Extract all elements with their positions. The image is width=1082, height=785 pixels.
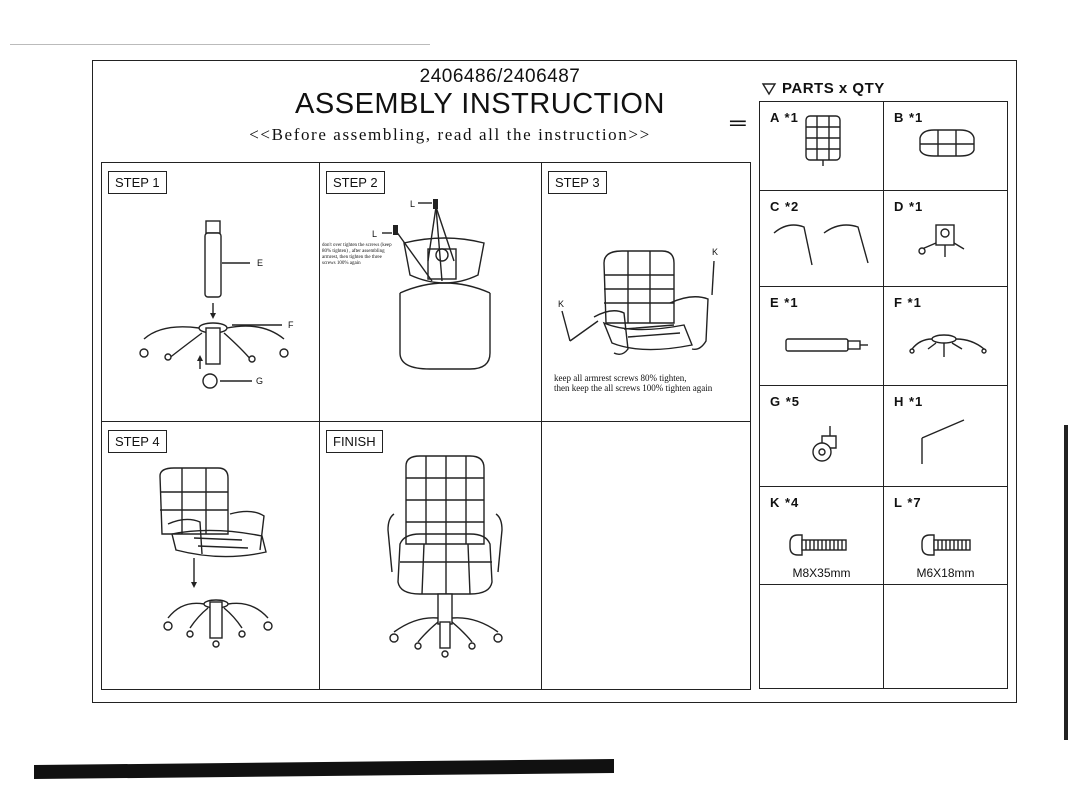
step-4-diagram (102, 422, 320, 689)
seat-mechanism-icon (884, 191, 1007, 287)
callout-k-left: K (558, 299, 565, 309)
part-l-size: M6X18mm (916, 566, 975, 580)
callout-l-left: L (372, 229, 378, 239)
step-4-panel (102, 422, 320, 689)
step-3-note-line-1: keep all armrest screws 80% tighten, (554, 373, 687, 383)
finish-panel (320, 422, 542, 689)
parts-empty-right (884, 585, 1007, 688)
divider-mark: ═ (730, 110, 746, 135)
part-b-label: B *1 (894, 110, 924, 125)
part-c (760, 191, 884, 287)
part-b (884, 102, 1007, 191)
step-2-diagram (320, 163, 542, 422)
part-l-label: L *7 (894, 495, 922, 510)
seat-back-icon (760, 102, 884, 191)
step-3-panel (542, 163, 750, 422)
step-1-panel (102, 163, 320, 422)
part-d (884, 191, 1007, 287)
seat-cushion-icon (884, 102, 1007, 191)
star-base-icon (884, 287, 1007, 386)
part-c-label: C *2 (770, 199, 800, 214)
step-4-label: STEP 4 (108, 430, 167, 453)
parts-header (762, 80, 885, 97)
finish-diagram (320, 422, 542, 689)
allen-key-icon (884, 386, 1007, 487)
part-g-label: G *5 (770, 394, 801, 409)
step-2-panel (320, 163, 542, 422)
step-1-label: STEP 1 (108, 171, 167, 194)
callout-g: G (256, 376, 264, 386)
part-e-label: E *1 (770, 295, 799, 310)
finish-label: FINISH (326, 430, 383, 453)
parts-header-label: PARTS x QTY (782, 80, 885, 97)
callout-f: F (288, 320, 294, 330)
part-k-label: K *4 (770, 495, 800, 510)
page-subtitle: <<Before assembling, read all the instruction>> (249, 125, 651, 144)
part-h (884, 386, 1007, 487)
step-2-note: don't over tighten the screws (keep 80% tighten) , after assembling armrest, then tighten the three screws 100% again (322, 243, 392, 266)
step-3-label: STEP 3 (548, 171, 607, 194)
part-g (760, 386, 884, 487)
part-a-label: A *1 (770, 110, 799, 125)
model-numbers: 2406486/2406487 (419, 66, 581, 87)
part-l (884, 487, 1007, 585)
part-f (884, 287, 1007, 386)
empty-panel (542, 422, 750, 689)
caster-icon (760, 386, 884, 487)
step-1-diagram (102, 163, 320, 422)
part-e (760, 287, 884, 386)
step-3-note-line-2: then keep the all screws 100% tighten again (554, 383, 713, 393)
callout-l-top: L (410, 199, 416, 209)
gas-lift-icon (760, 287, 884, 386)
callout-e: E (257, 258, 264, 268)
scan-edge-top (10, 44, 430, 45)
callout-k-right: K (712, 247, 719, 257)
triangle-icon (762, 83, 776, 95)
part-h-label: H *1 (894, 394, 924, 409)
armrest-icon (760, 191, 884, 287)
part-d-label: D *1 (894, 199, 924, 214)
parts-empty-left (760, 585, 884, 688)
page-title: ASSEMBLY INSTRUCTION (295, 88, 665, 120)
parts-table (759, 101, 1008, 689)
steps-grid (101, 162, 751, 690)
scan-edge-bottom (34, 759, 614, 779)
step-2-label: STEP 2 (326, 171, 385, 194)
part-a (760, 102, 884, 191)
part-f-label: F *1 (894, 295, 922, 310)
part-k (760, 487, 884, 585)
scan-edge-right (1064, 425, 1068, 740)
part-k-size: M8X35mm (792, 566, 851, 580)
